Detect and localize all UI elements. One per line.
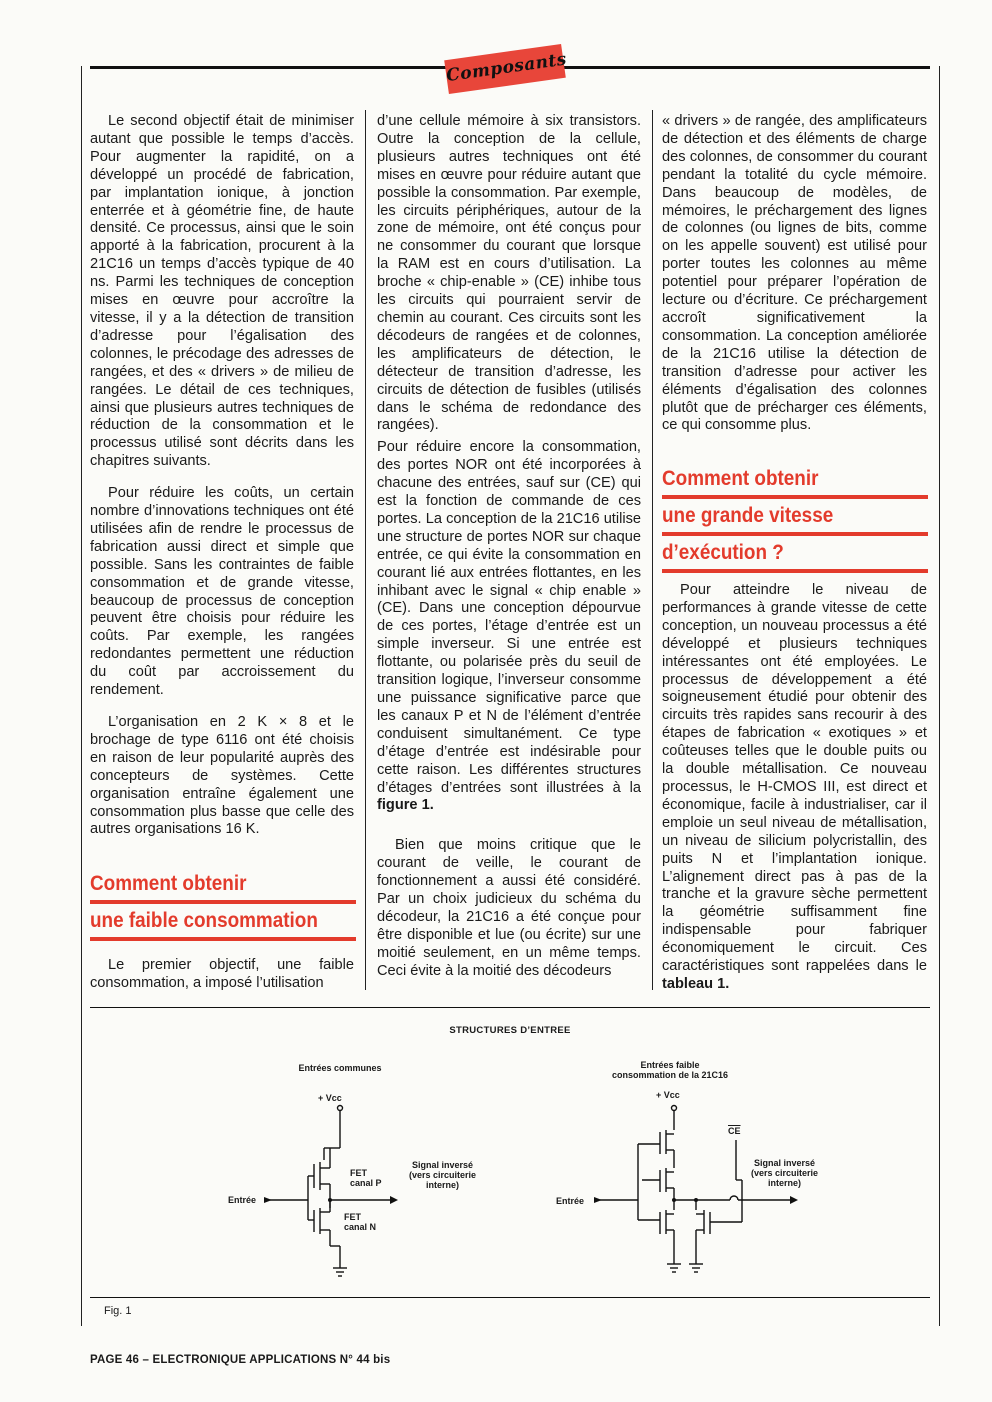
heading-line: une grande vitesse [662, 504, 834, 527]
section-heading-low-power [90, 872, 356, 941]
text-column-2 [377, 113, 641, 995]
left-input-label: Entrée [228, 1195, 257, 1205]
vcc-terminal [672, 1106, 677, 1111]
heading-line: Comment obtenir [662, 467, 819, 490]
output-line: Signal inversé [411, 1160, 474, 1170]
paragraph: L’organisation en 2 K × 8 et le brochage de type 6116 ont été choisis en raison de leur popularité auprès des concepteurs de systèmes. Cette organisation entraîne également une consommation plus basse que celle des autres organisations 16 K. [90, 714, 354, 838]
left-caption: Entrées communes [298, 1063, 382, 1073]
column-divider-1 [365, 110, 366, 990]
paragraph: d’une cellule mémoire à six transistors. Outre la conception de la cellule, plusieurs autres techniques ont été mises en œuvre pour réduire autant que possible la consommation. Par exemple, les circuits périphériques, autour de la zone de mémoire, ont été conçus pour ne consommer du courant que lorsque la RAM est en cours d’utilisation. La broche « chip-enable » (CE) inhibe tous les circuits qui pourraient servir de chemin au courant. Ces circuits sont les décodeurs de rangées et de colonnes, les amplificateurs de détection, le détecteur de transition d’adresse, les circuits de détection de fusibles (utilisés dans le schéma de redondance des rangées). [377, 113, 641, 434]
heading-bar [662, 495, 928, 499]
vcc-terminal [338, 1106, 343, 1111]
heading-bar [662, 569, 928, 573]
right-output-label [742, 1158, 827, 1188]
heading-bar [662, 532, 928, 536]
text-column-3-end [662, 582, 927, 1008]
fet-n-line: FET [344, 1212, 361, 1222]
figure-label: Fig. 1 [104, 1305, 132, 1317]
ce-label: $\overline{CE}$ [728, 1126, 741, 1136]
output-line: (vers circuiterie [750, 1168, 819, 1178]
page-footer: PAGE 46 – ELECTRONIQUE APPLICATIONS N° 44 bis [90, 1354, 391, 1366]
text-column-1-end [90, 957, 354, 1007]
paragraph [377, 439, 641, 815]
fet-n-line: canal N [344, 1222, 377, 1232]
heading-line: une faible consommation [90, 909, 318, 932]
heading-line: Comment obtenir [90, 872, 247, 895]
text-column-3 [662, 113, 927, 449]
section-tag: Composants [444, 44, 566, 94]
fet-p-line: canal P [350, 1178, 382, 1188]
paragraph-text: Pour atteindre le niveau de performances à grande vitesse de cette conception, un nouveau processus a été développé et plusieurs techniques intéressantes ont été employées. Le processus de développement a été soigneusement étudié pour obtenir des circuits très rapides sans recourir à des étapes de fabrication « exotiques » et coûteuses telles que le double puits ou la double métallisation. Ce nouveau processus, le H-CMOS III, est direct et économique, facile à industrialiser, car il emploie un seul niveau de métallisation, un niveau de silicium polycristallin, des puits N et l’implantation ionique. L’alignement direct pas à pas de la tranche et la gravure sèche permettent la géométrie suffisamment fine indispensable pour fabriquer économiquement le circuit. Ces caractéristiques sont rappelées dans le [662, 582, 927, 975]
output-line: (vers circuiterie [408, 1170, 477, 1180]
left-output-label [400, 1160, 485, 1190]
heading-line: d’exécution ? [662, 541, 784, 564]
right-vcc-label: + Vcc [656, 1090, 680, 1100]
table-reference: tableau 1. [662, 975, 730, 992]
fet-p-label [350, 1168, 382, 1188]
section-heading-high-speed [662, 467, 928, 573]
paragraph-text: Pour réduire encore la consommation, des portes NOR ont été incorporées à chacune des entrées, sauf sur (CE) qui est la fonction de commande de ces portes. La conception de la 21C16 utilise une structure de portes NOR sur chaque entrée, ce qui évite la consommation en courant lié aux entrées flottantes, en les inhibant avec le signal « chip enable » (CE). Dans une conception dépourvue de ces portes, l’étage d’entrée est un simple inverseur. Si une entrée est flottante, ou polarisée près du seuil de transition logique, l’inverseur consomme une puissance significative parce que les canaux P et N de l’élément d’entrée conduisent simultanément. Ce type d’étage d’entrée est indésirable pour cette raison. Les différentes structures d’étages d’entrées sont illustrées à la [377, 439, 641, 796]
paragraph: Bien que moins critique que le courant de veille, le courant de fonctionnement a aussi été considéré. Par un choix judicieux du schéma du décodeur, la 21C16 a été conçue pour être disponible et lue (ou écrite) sur une moitié seulement, en un même temps. Ceci évite à la moitié des décodeurs [377, 837, 641, 979]
fet-n-label [344, 1212, 376, 1232]
paragraph: Le second objectif était de minimiser autant que possible le temps d’accès. Pour augmenter la rapidité, on a développé un procédé de fabrication, par implantation ionique, à jonction enterrée et à géométrie fine, de haute densité. Ce processus, ainsi que le soin apporté à la fabrication, procurent à la 21C16 un temps d’accès typique de 40 ns. Parmi les techniques de conception mises en œuvre pour accroître la vitesse, il y a la détection de transition d’adresse pour l’égalisation des colonnes, le précodage des adresses de rangées, et des « drivers » de milieu de rangées. Le détail de ces techniques, ainsi que plusieurs autres techniques de réduction de la consommation et le processus utilisé sont décrits dans les chapitres suivants. [90, 113, 354, 470]
paragraph: Le premier objectif, une faible consommation, a imposé l’utilisation [90, 957, 354, 991]
caption-line: Entrées faible [640, 1060, 700, 1070]
figure-title: STRUCTURES D’ENTREE [449, 1025, 571, 1036]
figure-bottom-rule [90, 1297, 930, 1298]
paragraph: Pour réduire les coûts, un certain nombre d’innovations techniques ont été utilisées afin de rendre le processus de fabrication aussi direct et simple que possible. Sans les contraintes de faible consommation et de grande vitesse, beaucoup de processus de conception peuvent être choisis pour réduire les coûts. Par exemple, les rangées redondantes permettent une réduction du coût par accroissement du rendement. [90, 485, 354, 699]
right-margin-rule [939, 66, 940, 1326]
paragraph: « drivers » de rangée, des amplificateurs de détection et des éléments de charge des colonnes, de consommer du courant pendant la totalité du cycle mémoire. Dans beaucoup de modèles, de mémoires, le préchargement des lignes de colonnes (ou lignes de bits, comme on les appelle souvent) est utilisé pour porter toutes les colonnes au même potentiel pour préparer l’opération de lecture ou d’écriture. Ce préchargement accroît significativement la consommation. La conception améliorée de la 21C16 utilise la détection de transition d’adresse pour activer les éléments d’égalisation des colonnes plutôt que de précharger ces éléments, ce qui consomme plus. [662, 113, 927, 434]
caption-line: consommation de la 21C16 [611, 1070, 729, 1080]
output-line: Signal inversé [753, 1158, 816, 1168]
heading-bar [90, 900, 356, 904]
figure-reference: figure 1. [377, 797, 434, 814]
output-line: interne) [425, 1180, 459, 1190]
column-divider-2 [652, 110, 653, 990]
figure-top-rule [90, 1007, 930, 1008]
left-margin-rule [81, 66, 82, 1326]
left-vcc-label: + Vcc [318, 1093, 342, 1103]
paragraph [662, 582, 927, 994]
heading-bar [90, 937, 356, 941]
text-column-1 [90, 113, 354, 853]
fet-p-line: FET [350, 1168, 367, 1178]
right-caption [590, 1060, 750, 1080]
output-line: interne) [767, 1178, 801, 1188]
right-input-label: Entrée [556, 1196, 585, 1206]
